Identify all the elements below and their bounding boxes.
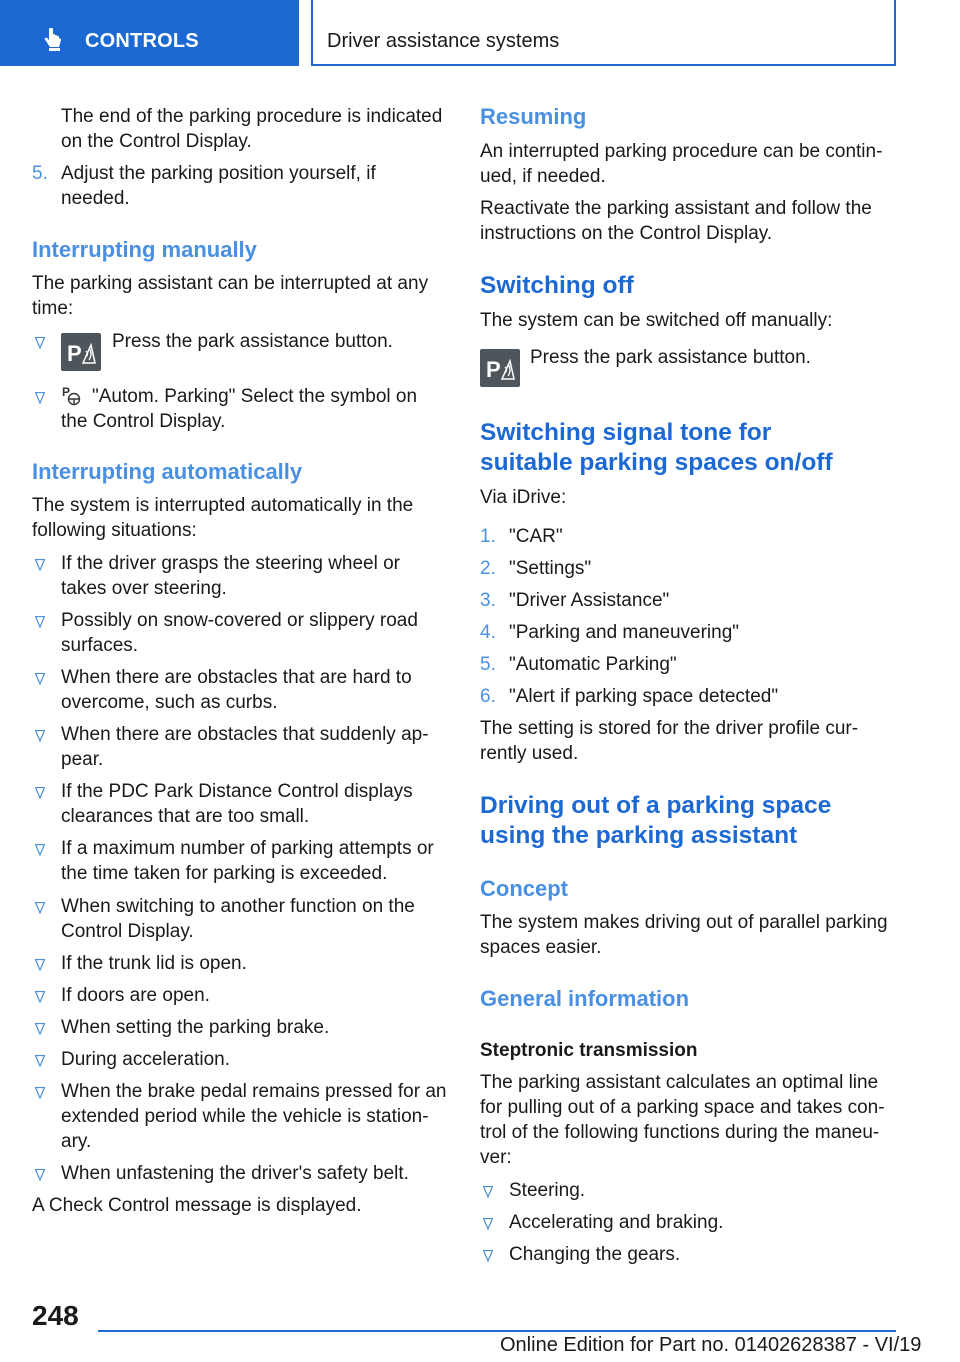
triangle-bullet-icon bbox=[35, 844, 45, 856]
check-control-text: A Check Control message is displayed. bbox=[32, 1195, 362, 1216]
steptronic-text: The parking assistant calculates an optimal line for pulling out of a parking space and takes con- trol of the following functions during the maneu- ver: bbox=[480, 1072, 885, 1168]
heading-switching-off: Switching off bbox=[480, 272, 634, 299]
heading-general-information: General information bbox=[480, 986, 690, 1011]
list-item: Changing the gears. bbox=[509, 1244, 681, 1265]
heading-interrupting-automatically: Interrupting automatically bbox=[32, 459, 303, 484]
auto-intro: The system is interrupted automatically in the following situations: bbox=[32, 495, 414, 541]
intro-text: The end of the parking procedure is indicated on the Control Display. bbox=[61, 106, 443, 152]
triangle-bullet-icon bbox=[35, 1087, 45, 1099]
triangle-bullet-icon bbox=[35, 673, 45, 685]
triangle-bullet-icon bbox=[35, 991, 45, 1003]
list-item: Possibly on snow-covered or slippery road surfaces. bbox=[61, 610, 418, 656]
svg-text:P: P bbox=[67, 341, 82, 366]
step-number: 6. bbox=[480, 686, 496, 707]
triangle-bullet-icon bbox=[35, 1169, 45, 1181]
list-item: If a maximum number of parking attempts or the time taken for parking is exceeded. bbox=[61, 838, 434, 884]
section-tab bbox=[0, 0, 299, 66]
triangle-bullet-icon bbox=[35, 616, 45, 628]
triangle-bullet-icon bbox=[483, 1218, 493, 1230]
list-item: "CAR" bbox=[509, 526, 563, 547]
step-number: 1. bbox=[480, 526, 496, 547]
triangle-bullet-icon bbox=[35, 1023, 45, 1035]
list-item: "Automatic Parking" bbox=[509, 654, 677, 675]
autom-parking-symbol-icon bbox=[61, 384, 83, 406]
list-item: Accelerating and braking. bbox=[509, 1212, 724, 1233]
list-item: During acceleration. bbox=[61, 1049, 230, 1070]
concept-text: The system makes driving out of parallel parking spaces easier. bbox=[480, 912, 888, 958]
step-number: 2. bbox=[480, 558, 496, 579]
page-header bbox=[0, 0, 960, 66]
triangle-bullet-icon bbox=[35, 730, 45, 742]
triangle-bullet-icon bbox=[483, 1250, 493, 1262]
heading-steptronic: Steptronic transmission bbox=[480, 1040, 698, 1061]
chapter-tab bbox=[311, 0, 896, 66]
list-item: Steering. bbox=[509, 1180, 586, 1201]
chapter-title: Driver assistance systems bbox=[327, 30, 560, 52]
list-item: "Driver Assistance" bbox=[509, 590, 670, 611]
resuming-text: An interrupted parking procedure can be contin- ued, if needed. bbox=[480, 141, 883, 187]
page-number: 248 bbox=[32, 1300, 79, 1331]
hand-controls-icon bbox=[40, 27, 64, 53]
triangle-bullet-icon bbox=[483, 1186, 493, 1198]
triangle-bullet-icon bbox=[35, 337, 45, 349]
list-item: If doors are open. bbox=[61, 985, 210, 1006]
list-item: When the brake pedal remains pressed for an extended period while the vehicle is station- ary. bbox=[61, 1081, 447, 1152]
manual-bullet-1: Press the park assistance button. bbox=[112, 331, 393, 352]
svg-text:P: P bbox=[486, 357, 501, 382]
triangle-bullet-icon bbox=[35, 1055, 45, 1067]
list-item: When switching to another function on the Control Display. bbox=[61, 896, 415, 942]
list-item: When setting the parking brake. bbox=[61, 1017, 330, 1038]
manual-bullet-2-line2: the Control Display. bbox=[61, 411, 226, 432]
via-idrive: Via iDrive: bbox=[480, 487, 567, 508]
heading-concept: Concept bbox=[480, 876, 568, 901]
list-item: If the PDC Park Distance Control displays clearances that are too small. bbox=[61, 781, 413, 827]
stored-text: The setting is stored for the driver profile cur- rently used. bbox=[480, 718, 859, 764]
heading-interrupting-manually: Interrupting manually bbox=[32, 237, 257, 262]
switch-off-button-text: Press the park assistance button. bbox=[530, 347, 811, 368]
triangle-bullet-icon bbox=[35, 787, 45, 799]
edition-text: Online Edition for Part no. 01402628387 - VI/19 bbox=[500, 1334, 922, 1356]
triangle-bullet-icon bbox=[35, 559, 45, 571]
list-item: When there are obstacles that are hard to overcome, such as curbs. bbox=[61, 667, 412, 713]
list-item: When unfastening the driver's safety belt. bbox=[61, 1163, 409, 1184]
svg-text:P: P bbox=[62, 385, 71, 399]
manual-intro: The parking assistant can be interrupted at any time: bbox=[32, 273, 429, 319]
triangle-bullet-icon bbox=[35, 959, 45, 971]
park-assist-button-icon bbox=[61, 333, 101, 371]
heading-resuming: Resuming bbox=[480, 104, 587, 129]
list-item: If the trunk lid is open. bbox=[61, 953, 247, 974]
list-item: "Settings" bbox=[509, 558, 592, 579]
reactivate-text: Reactivate the parking assistant and follow the instructions on the Control Display. bbox=[480, 198, 872, 244]
park-assist-button-icon bbox=[480, 349, 520, 387]
heading-signal-tone: Switching signal tone for suitable parking spaces on/off bbox=[480, 419, 833, 476]
list-item: When there are obstacles that suddenly ap- pear. bbox=[61, 724, 429, 770]
list-item: If the driver grasps the steering wheel or takes over steering. bbox=[61, 553, 401, 599]
step-text: Adjust the parking position yourself, if needed. bbox=[61, 163, 376, 209]
step-number: 3. bbox=[480, 590, 496, 611]
switch-off-text: The system can be switched off manually: bbox=[480, 310, 833, 331]
heading-driving-out: Driving out of a parking space using the parking assistant bbox=[480, 792, 832, 849]
step-number: 5. bbox=[32, 163, 48, 184]
step-number: 4. bbox=[480, 622, 496, 643]
list-item: "Alert if parking space detected" bbox=[509, 686, 779, 707]
triangle-bullet-icon bbox=[35, 902, 45, 914]
list-item: "Parking and maneuvering" bbox=[509, 622, 740, 643]
triangle-bullet-icon bbox=[35, 392, 45, 404]
footer-rule bbox=[98, 1330, 896, 1332]
step-number: 5. bbox=[480, 654, 496, 675]
manual-bullet-2-line1: "Autom. Parking" Select the symbol on bbox=[92, 386, 418, 407]
section-title: CONTROLS bbox=[85, 30, 199, 52]
